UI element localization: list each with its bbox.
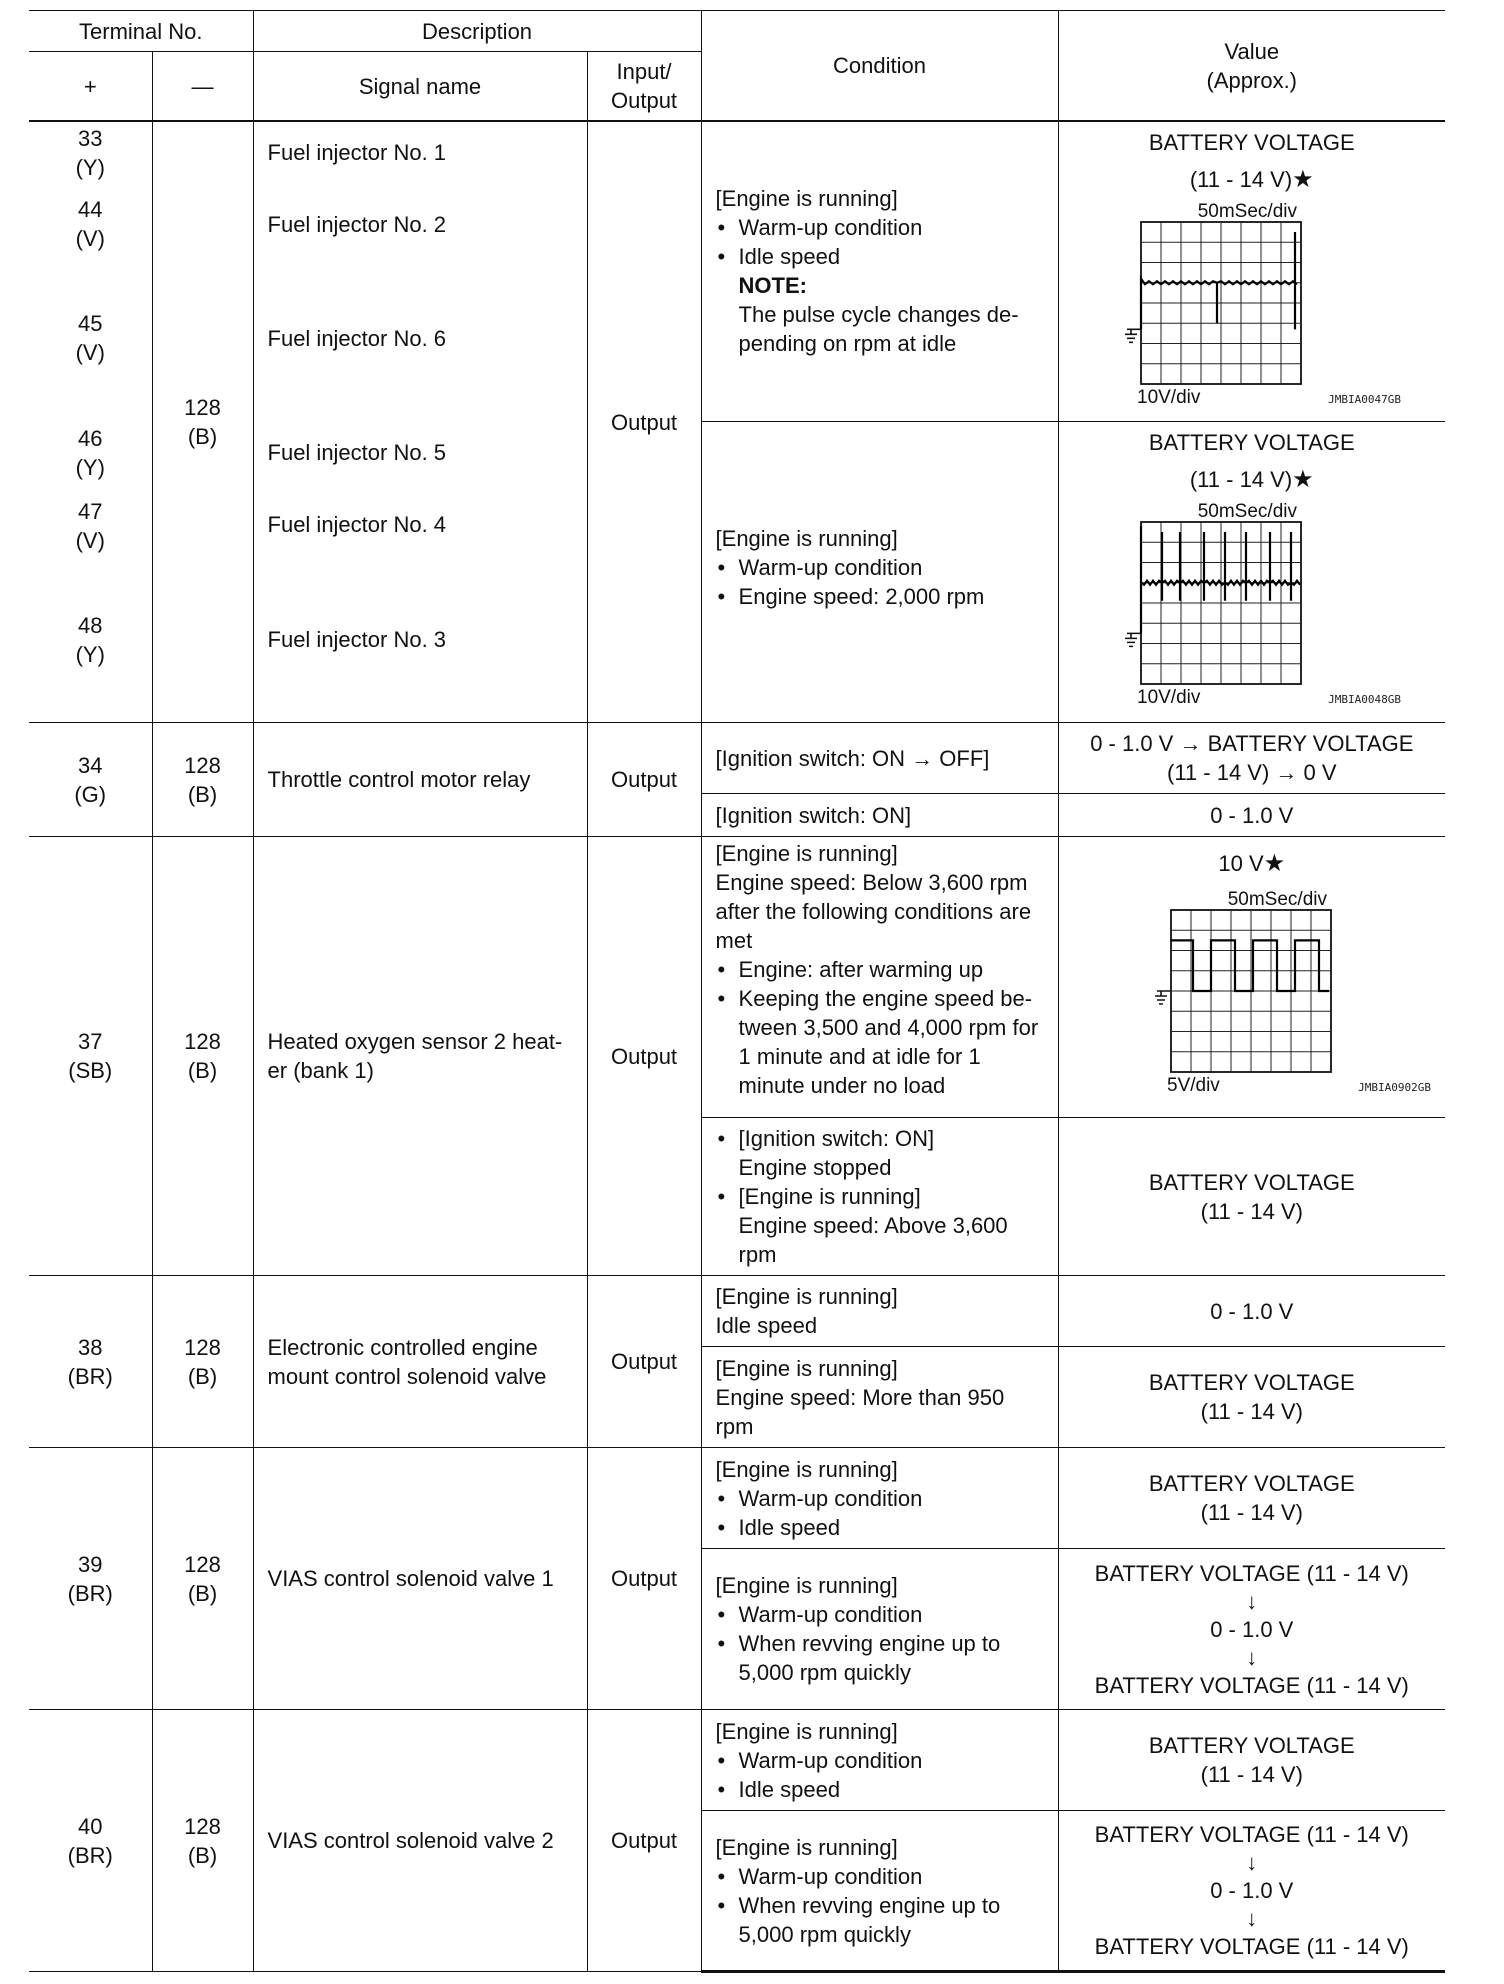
terminal-48: 48 (Y) [75,613,105,667]
mount-plus-terminal: 38 (BR) [29,1276,152,1448]
throttle-row-a [29,723,1445,794]
vias1-minus-terminal: 128 (B) [152,1448,253,1710]
header-description: Description [253,11,701,52]
mount-value-950rpm: BATTERY VOLTAGE (11 - 14 V) [1058,1347,1445,1448]
throttle-condition-on: [Ignition switch: ON] [701,794,1058,837]
ho2s-minus-terminal: 128 (B) [152,837,253,1276]
ho2s-row-a [29,837,1445,1118]
scope-ground-icon [1125,329,1141,342]
scope-ground-icon [1125,634,1141,647]
header-minus: — [152,52,253,122]
mount-io: Output [587,1276,701,1448]
ho2s-value-above-3600: BATTERY VOLTAGE (11 - 14 V) [1058,1118,1445,1276]
scope-timebase-label: 50mSec/div [1197,201,1297,222]
injector-io: Output [587,121,701,723]
vias1-value-idle: BATTERY VOLTAGE (11 - 14 V) [1058,1448,1445,1549]
vias1-row-a [29,1448,1445,1549]
ho2s-condition-above-3600: • [Ignition switch: ON] Engine stopped • [Engine is running] Engine speed: Above 3,600 rpm [701,1118,1058,1276]
header-condition: Condition [701,11,1058,122]
injector-minus-terminal: 128 (B) [152,121,253,723]
terminal-33: 33 (Y) [75,126,105,180]
vias2-value-idle: BATTERY VOLTAGE (11 - 14 V) [1058,1710,1445,1811]
signal-injector-3: Fuel injector No. 3 [267,627,447,652]
scope-ground-icon [1155,991,1171,1004]
ecm-terminal-table [29,10,1445,1973]
vias1-value-rev: BATTERY VOLTAGE (11 - 14 V) ↓ 0 - 1.0 V ↓ BATTERY VOLTAGE (11 - 14 V) [1058,1549,1445,1710]
scope-figure-code: JMBIA0902GB [1357,1081,1431,1094]
injector-condition-2000rpm: [Engine is running] • Warm-up condition • Engine speed: 2,000 rpm [701,422,1058,723]
oscilloscope-injector-idle [1059,194,1446,409]
header-terminal-no: Terminal No. [29,11,253,52]
signal-injector-4: Fuel injector No. 4 [267,512,447,537]
signal-injector-5: Fuel injector No. 5 [267,440,447,465]
mount-minus-terminal: 128 (B) [152,1276,253,1448]
injector-signal-names [253,121,587,723]
injector-plus-terminals [29,121,152,723]
vias2-value-rev: BATTERY VOLTAGE (11 - 14 V) ↓ 0 - 1.0 V ↓ BATTERY VOLTAGE (11 - 14 V) [1058,1811,1445,1972]
header-plus: + [29,52,152,122]
throttle-value-on-off: 0 - 1.0 V → BATTERY VOLTAGE (11 - 14 V) → 0 V [1058,723,1445,794]
scope-trace [1141,232,1297,329]
scope-timebase-label: 50mSec/div [1227,889,1327,910]
header-value-sub: (Approx.) [1206,67,1298,93]
header-row-1 [29,11,1445,52]
header-signal-name: Signal name [253,52,587,122]
ho2s-value-below-3600: 10 V★ 50mSec/div 5V/div JMBIA0902GB [1058,837,1445,1118]
throttle-value-on: 0 - 1.0 V [1058,794,1445,837]
header-input-output: Input/ Output [587,52,701,122]
vias1-plus-terminal: 39 (BR) [29,1448,152,1710]
injector-value-idle: BATTERY VOLTAGE (11 - 14 V)★ 50mSec/div 10V/div JMBIA0047GB [1058,121,1445,422]
terminal-45: 45 (V) [75,311,105,365]
mount-condition-idle: [Engine is running] Idle speed [701,1276,1058,1347]
scope-scale-label: 5V/div [1166,1075,1220,1096]
vias2-condition-idle: [Engine is running] • Warm-up condition • Idle speed [701,1710,1058,1811]
oscilloscope-ho2s-heater [1059,878,1446,1110]
vias1-signal: VIAS control solenoid valve 1 [253,1448,587,1710]
vias2-io: Output [587,1710,701,1972]
oscilloscope-injector-2000rpm [1059,494,1446,709]
ho2s-io: Output [587,837,701,1276]
mount-signal: Electronic controlled engine mount control solenoid valve [253,1276,587,1448]
scope-scale-label: 10V/div [1136,387,1200,408]
ho2s-plus-terminal: 37 (SB) [29,837,152,1276]
throttle-condition-on-off: [Ignition switch: ON → OFF] [701,723,1058,794]
scope-figure-code: JMBIA0047GB [1327,393,1401,406]
vias2-row-a [29,1710,1445,1811]
signal-injector-2: Fuel injector No. 2 [267,212,447,237]
vias1-io: Output [587,1448,701,1710]
injector-row-a [29,121,1445,422]
throttle-signal: Throttle control motor relay [253,723,587,837]
terminal-47: 47 (V) [75,499,105,553]
vias2-signal: VIAS control solenoid valve 2 [253,1710,587,1972]
mount-row-a [29,1276,1445,1347]
throttle-plus-terminal: 34 (G) [29,723,152,837]
throttle-minus-terminal: 128 (B) [152,723,253,837]
vias2-minus-terminal: 128 (B) [152,1710,253,1972]
header-value-title: Value [1224,38,1280,64]
vias1-condition-rev: [Engine is running] • Warm-up condition • When revving engine up to 5,000 rpm quickly [701,1549,1058,1710]
header-value [1058,11,1445,122]
throttle-io: Output [587,723,701,837]
ho2s-signal: Heated oxygen sensor 2 heat-er (bank 1) [253,837,587,1276]
scope-figure-code: JMBIA0048GB [1327,693,1401,707]
injector-condition-idle: [Engine is running] • Warm-up condition • Idle speed NOTE: The pulse cycle changes de-pending on rpm at idle [701,121,1058,422]
vias2-condition-rev: [Engine is running] • Warm-up condition • When revving engine up to 5,000 rpm quickly [701,1811,1058,1972]
terminal-46: 46 (Y) [75,426,105,480]
signal-injector-6: Fuel injector No. 6 [267,326,447,351]
mount-condition-950rpm: [Engine is running] Engine speed: More than 950 rpm [701,1347,1058,1448]
vias1-condition-idle: [Engine is running] • Warm-up condition • Idle speed [701,1448,1058,1549]
scope-timebase-label: 50mSec/div [1197,501,1297,523]
mount-value-idle: 0 - 1.0 V [1058,1276,1445,1347]
injector-value-2000rpm: BATTERY VOLTAGE (11 - 14 V)★ 50mSec/div 10V/div JMBIA0048GB [1058,422,1445,723]
ho2s-condition-below-3600: [Engine is running] Engine speed: Below 3,600 rpm after the following conditions are met • Engine: after warming up • Keeping the engine speed be-tween 3,500 and 4,000 rpm for 1 minute and at idle for 1 minute under no load [701,837,1058,1118]
vias2-plus-terminal: 40 (BR) [29,1710,152,1972]
scope-trace [1171,940,1329,991]
scope-scale-label: 10V/div [1136,687,1200,709]
terminal-44: 44 (V) [75,197,105,251]
signal-injector-1: Fuel injector No. 1 [267,140,447,165]
